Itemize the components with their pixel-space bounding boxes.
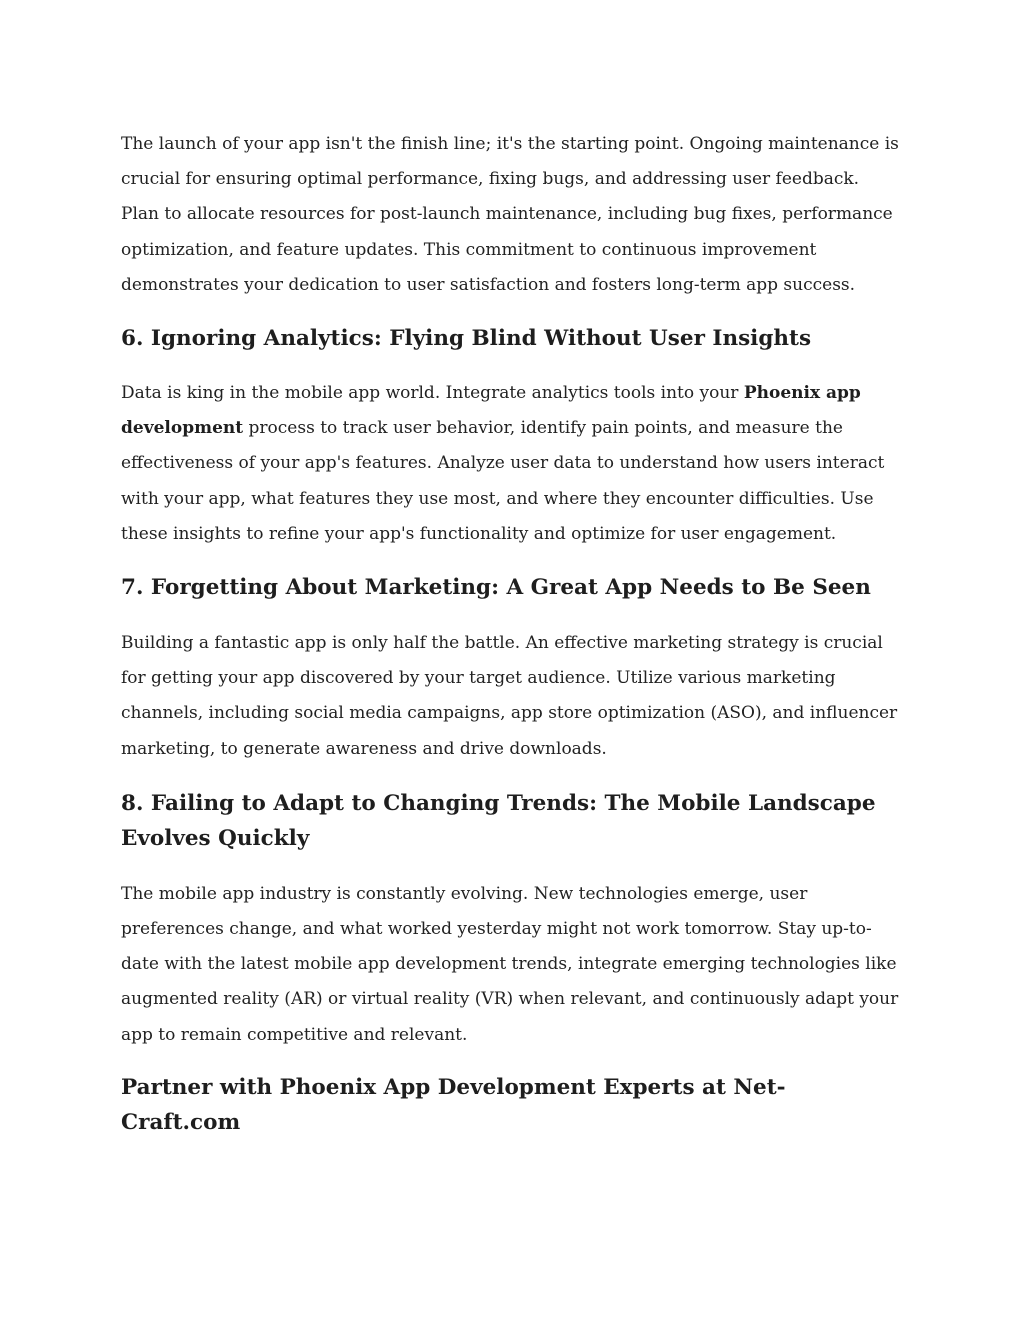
- heading-forgetting-marketing: 7. Forgetting About Marketing: A Great App Needs to Be Seen: [121, 575, 871, 601]
- analytics-text-start: Data is king in the mobile app world. Integrate analytics tools into your: [121, 383, 744, 404]
- heading-ignoring-analytics: 6. Ignoring Analytics: Flying Blind Without User Insights: [121, 326, 812, 352]
- heading-partner: Partner with Phoenix App Development Experts at Net-Craft.com: [121, 1074, 786, 1135]
- analytics-keyword-bold: Phoenix app development: [121, 383, 861, 439]
- paragraph-analytics: [121, 376, 901, 552]
- document-body: [121, 127, 901, 1140]
- heading-changing-trends: 8. Failing to Adapt to Changing Trends: The Mobile Landscape Evolves Quickly: [121, 790, 876, 851]
- analytics-text-end: process to track user behavior, identify pain points, and measure the effectiveness of your app's features. Analyze user data to understand how users interact with your app, what features they use most, and where they encounter difficulties. Use these insights to refine your app's functionality and optimize for user engagement.: [121, 418, 885, 544]
- paragraph-maintenance: The launch of your app isn't the finish line; it's the starting point. Ongoing maintenance is crucial for ensuring optimal performance, fixing bugs, and addressing user feedback. Plan to allocate resources for post-launch maintenance, including bug fixes, performance optimization, and feature updates. This commitment to continuous improvement demonstrates your dedication to user satisfaction and fosters long-term app success.: [121, 134, 899, 295]
- paragraph-marketing: Building a fantastic app is only half the battle. An effective marketing strategy is crucial for getting your app discovered by your target audience. Utilize various marketing channels, including social media campaigns, app store optimization (ASO), and influencer marketing, to generate awareness and drive downloads.: [121, 633, 898, 759]
- paragraph-trends: The mobile app industry is constantly evolving. New technologies emerge, user preferences change, and what worked yesterday might not work tomorrow. Stay up-to-date with the latest mobile app development trends, integrate emerging technologies like augmented reality (AR) or virtual reality (VR) when relevant, and continuously adapt your app to remain competitive and relevant.: [121, 883, 899, 1045]
